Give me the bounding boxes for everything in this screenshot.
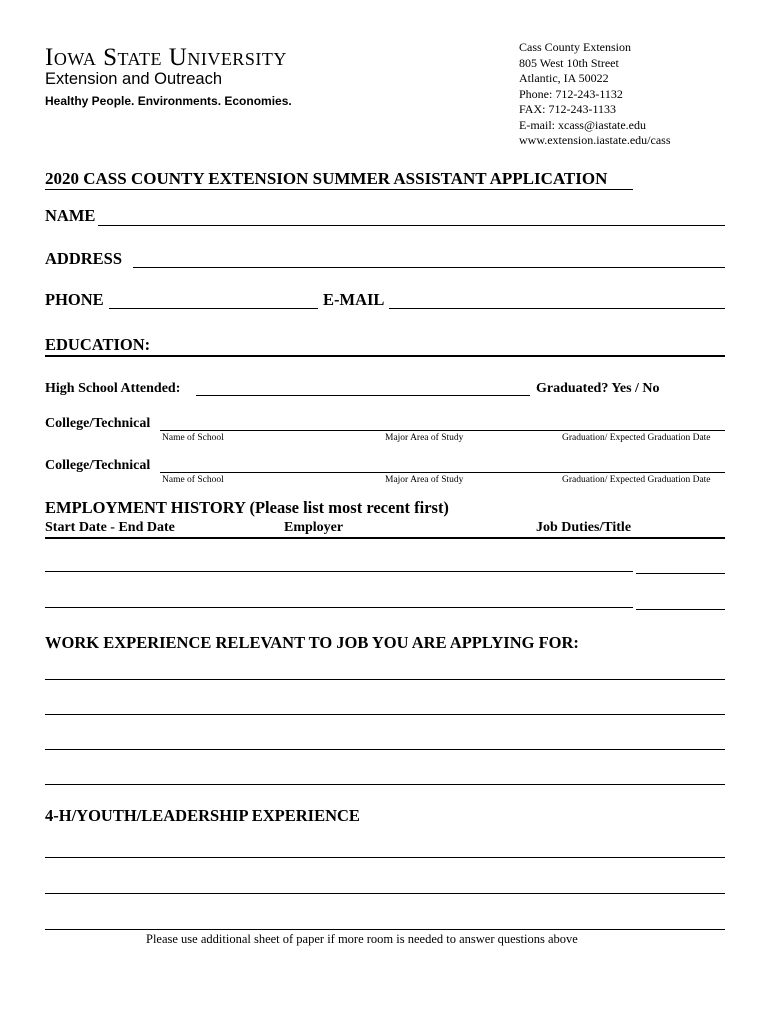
college-label-1: College/Technical	[45, 416, 151, 431]
column-employer: Employer	[284, 520, 344, 535]
contact-city: Atlantic, IA 50022	[519, 71, 609, 85]
employment-row-2-duties-field[interactable]	[636, 609, 725, 610]
work-experience-line-2[interactable]	[45, 714, 725, 715]
employment-row-2-field[interactable]	[45, 607, 633, 608]
contact-street: 805 West 10th Street	[519, 55, 619, 70]
employment-header-rule	[45, 537, 725, 539]
logo-title-text: Iowa State University	[45, 44, 287, 71]
email-label: E-MAIL	[323, 290, 385, 309]
high-school-field[interactable]	[196, 395, 530, 396]
email-field[interactable]	[389, 308, 725, 309]
graduation-caption-2: Graduation/ Expected Graduation Date	[562, 475, 711, 485]
column-start-end-date: Start Date - End Date	[45, 520, 175, 535]
education-heading: EDUCATION:	[45, 335, 151, 354]
leadership-heading: 4-H/YOUTH/LEADERSHIP EXPERIENCE	[45, 806, 360, 825]
contact-phone: Phone: 712-243-1132	[519, 86, 623, 101]
university-logo-subtitle: Extension and Outreach	[45, 70, 223, 88]
major-caption-1: Major Area of Study	[385, 433, 464, 443]
leadership-line-3[interactable]	[45, 929, 725, 930]
title-underline	[45, 189, 633, 190]
university-tagline: Healthy People. Environments. Economies.	[45, 94, 292, 108]
contact-website: www.extension.iastate.edu/cass	[519, 133, 671, 147]
contact-office: Cass County Extension	[519, 40, 632, 54]
employment-row-1-duties-field[interactable]	[636, 573, 725, 574]
graduation-caption-1: Graduation/ Expected Graduation Date	[562, 433, 711, 443]
form-title: 2020 CASS COUNTY EXTENSION SUMMER ASSISTANT APPLICATION	[45, 169, 608, 188]
work-experience-heading: WORK EXPERIENCE RELEVANT TO JOB YOU ARE APPLYING FOR:	[45, 633, 579, 652]
contact-block	[519, 40, 671, 149]
major-caption-2: Major Area of Study	[385, 475, 464, 485]
college-field-2[interactable]	[160, 472, 725, 473]
address-field[interactable]	[133, 267, 725, 268]
education-divider	[45, 355, 725, 357]
work-experience-line-3[interactable]	[45, 749, 725, 750]
contact-fax: FAX: 712-243-1133	[519, 102, 616, 116]
name-label: NAME	[45, 206, 96, 225]
work-experience-line-1[interactable]	[45, 679, 725, 680]
address-label: ADDRESS	[45, 249, 123, 268]
college-field-1[interactable]	[160, 430, 725, 431]
footer-note: Please use additional sheet of paper if more room is needed to answer questions above	[146, 932, 578, 946]
column-job-duties: Job Duties/Title	[536, 520, 632, 535]
leadership-line-2[interactable]	[45, 893, 725, 894]
high-school-label: High School Attended:	[45, 381, 181, 396]
phone-field[interactable]	[109, 308, 318, 309]
employment-heading: EMPLOYMENT HISTORY (Please list most recent first)	[45, 498, 449, 517]
university-logo-title	[45, 44, 287, 72]
college-label-2: College/Technical	[45, 458, 151, 473]
contact-email: E-mail: xcass@iastate.edu	[519, 117, 647, 132]
school-name-caption-1: Name of School	[162, 433, 224, 443]
leadership-line-1[interactable]	[45, 857, 725, 858]
phone-label: PHONE	[45, 290, 104, 309]
graduated-label: Graduated? Yes / No	[536, 381, 660, 396]
work-experience-line-4[interactable]	[45, 784, 725, 785]
school-name-caption-2: Name of School	[162, 475, 224, 485]
employment-row-1-field[interactable]	[45, 571, 633, 572]
name-field[interactable]	[98, 225, 725, 226]
